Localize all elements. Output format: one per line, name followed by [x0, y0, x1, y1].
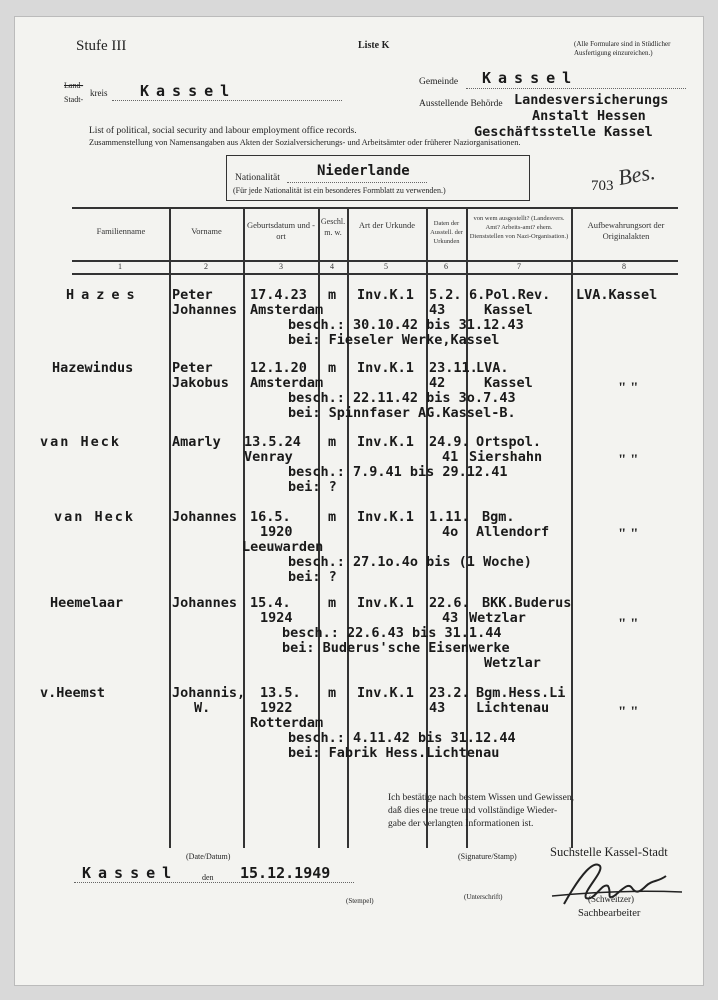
- nationality-underline: [287, 182, 427, 183]
- row6-first-2: W.: [194, 700, 211, 716]
- row5-besch: besch.: 22.6.43 bis 31.1.44: [282, 625, 502, 641]
- row6-surname: v.Heemst: [40, 685, 106, 701]
- row3-birth-place: Venray: [244, 449, 293, 465]
- row5-birth-year: 1924: [260, 610, 293, 626]
- row2-issuer-1: LVA.: [476, 360, 509, 376]
- table-top-rule: [72, 207, 678, 209]
- row5-issuer-1: BKK.Buderus: [482, 595, 572, 611]
- row5-doc: Inv.K.1: [357, 595, 414, 611]
- row5-birth-date: 15.4.: [250, 595, 291, 611]
- col-header-6: Daten der Ausstell. der Urkunden: [430, 220, 463, 245]
- row1-surname: Hazes: [66, 287, 142, 303]
- col-num-3: 3: [279, 262, 283, 271]
- col-num-6: 6: [444, 262, 448, 271]
- nationality-value: Niederlande: [317, 163, 410, 179]
- liste-label: Liste K: [358, 40, 390, 51]
- row4-bei: bei: ?: [288, 569, 337, 585]
- row6-doc: Inv.K.1: [357, 685, 414, 701]
- row6-date-2: 43: [429, 700, 446, 716]
- row1-first-2: Johannes: [172, 302, 238, 318]
- row5-sex: m: [328, 595, 337, 611]
- row6-place-ditto: " ": [618, 704, 639, 720]
- behoerde-label: Ausstellende Behörde: [419, 99, 503, 109]
- row3-sex: m: [328, 434, 337, 450]
- col-header-5: Art der Urkunde: [358, 220, 416, 230]
- col-divider-1: [169, 208, 171, 848]
- row6-issuer-2: Lichtenau: [476, 700, 550, 716]
- form-note: (Alle Formulare sind in Stüdlicher Ausfertigung einzureichen.): [574, 40, 671, 57]
- col-header-7: von wem ausgestellt? (Landesvers. Amt? Arbeits-amt? ehem. Dienststellen von Nazi-Organisation.): [469, 215, 569, 240]
- row2-date-2: 42: [429, 375, 446, 391]
- row5-bei: bei: Buderus'sche Eisenwerke: [282, 640, 510, 656]
- stempel-label: (Stempel): [346, 897, 374, 905]
- row3-issuer-1: Ortspol.: [476, 434, 542, 450]
- row3-issuer-2: Siershahn: [469, 449, 543, 465]
- row4-doc: Inv.K.1: [357, 509, 414, 525]
- confirmation-line-2: daß dies eine treue und vollständige Wieder-: [388, 806, 558, 816]
- row5-date-1: 22.6.: [429, 595, 470, 611]
- signer-title: Sachbearbeiter: [578, 908, 641, 919]
- row4-sex: m: [328, 509, 337, 525]
- row6-first-1: Johannis,: [172, 685, 246, 701]
- row4-issuer-1: Bgm.: [482, 509, 515, 525]
- row2-doc: Inv.K.1: [357, 360, 414, 376]
- row3-place-ditto: " ": [618, 452, 639, 468]
- date-label: (Date/Datum): [186, 852, 231, 861]
- kreis-underline: [112, 100, 342, 101]
- row2-birth-date: 12.1.20: [250, 360, 307, 376]
- row1-birth-date: 17.4.23: [250, 287, 307, 303]
- row4-birth-date: 16.5.: [250, 509, 291, 525]
- row2-date-1: 23.11.: [429, 360, 478, 376]
- col-divider-7: [571, 208, 573, 848]
- land-label: Land-: [64, 81, 84, 90]
- row6-besch: besch.: 4.11.42 bis 31.12.44: [288, 730, 516, 746]
- behoerde-line-3: Geschäftsstelle Kassel: [474, 124, 653, 140]
- col-header-2: Vorname: [191, 226, 222, 236]
- handwritten-mark: Bes.: [616, 158, 658, 191]
- behoerde-line-2: Anstalt Hessen: [532, 108, 646, 124]
- unterschrift-label: (Unterschrift): [464, 893, 503, 901]
- row1-place: LVA.Kassel: [576, 287, 658, 303]
- row6-issuer-1: Bgm.Hess.Li: [476, 685, 566, 701]
- col-header-8: Aufbewahrungsort der Originalakten: [587, 220, 665, 241]
- row2-birth-place: Amsterdam: [250, 375, 324, 391]
- row1-issuer-1: 6.Pol.Rev.: [469, 287, 551, 303]
- col-num-5: 5: [384, 262, 388, 271]
- col-divider-2: [243, 208, 245, 848]
- stufe-label: Stufe III: [76, 38, 127, 54]
- row1-first-1: Peter: [172, 287, 213, 303]
- row6-birth-date: 13.5.: [260, 685, 301, 701]
- row1-issuer-2: Kassel: [484, 302, 533, 318]
- kreis-value: Kassel: [140, 82, 237, 100]
- col-header-1: Familienname: [96, 226, 146, 236]
- col-num-4: 4: [330, 262, 334, 271]
- row1-bei: bei: Fieseler Werke,Kassel: [288, 332, 500, 348]
- row5-date-2: 43: [442, 610, 459, 626]
- row3-first-1: Amarly: [172, 434, 221, 450]
- row6-bei: bei: Fabrik Hess.Lichtenau: [288, 745, 500, 761]
- list-description-en: List of political, social security and labour employment office records.: [89, 126, 357, 136]
- nationality-label: Nationalität: [235, 173, 280, 183]
- row2-bei: bei: Spinnfaser AG.Kassel-B.: [288, 405, 516, 421]
- row2-sex: m: [328, 360, 337, 376]
- stadt-label: Stadt-: [64, 95, 84, 104]
- col-num-2: 2: [204, 262, 208, 271]
- col-num-1: 1: [118, 262, 122, 271]
- gemeinde-underline: [466, 88, 686, 89]
- row3-date-2: 41: [442, 449, 459, 465]
- kreis-label: kreis: [90, 88, 108, 98]
- date-value: 15.12.1949: [240, 864, 331, 882]
- row3-birth-date: 13.5.24: [244, 434, 301, 450]
- table-number-rule: [72, 273, 678, 275]
- row2-issuer-2: Kassel: [484, 375, 533, 391]
- row4-birth-year: 1920: [260, 524, 293, 540]
- row4-birth-place: Leeuwarden: [242, 539, 324, 555]
- row3-doc: Inv.K.1: [357, 434, 414, 450]
- row6-birth-place: Rotterdam: [250, 715, 324, 731]
- row2-first-2: Jakobus: [172, 375, 229, 391]
- date-underline: [74, 882, 354, 883]
- row5-bei-2: Wetzlar: [484, 655, 541, 671]
- row4-surname: van Heck: [54, 509, 136, 525]
- row6-birth-year: 1922: [260, 700, 293, 716]
- row4-issuer-2: Allendorf: [476, 524, 550, 540]
- row1-sex: m: [328, 287, 337, 303]
- row1-date-1: 5.2.: [429, 287, 462, 303]
- row1-doc: Inv.K.1: [357, 287, 414, 303]
- row5-issuer-2: Wetzlar: [469, 610, 526, 626]
- row1-birth-place: Amsterdam: [250, 302, 324, 318]
- row3-bei: bei: ?: [288, 479, 337, 495]
- stamp-number: 703: [591, 178, 614, 194]
- col-header-4: Geschl. m. w.: [320, 217, 346, 237]
- col-num-8: 8: [622, 262, 626, 271]
- row2-first-1: Peter: [172, 360, 213, 376]
- row4-date-2: 4o: [442, 524, 459, 540]
- col-num-7: 7: [517, 262, 521, 271]
- row5-place-ditto: " ": [618, 616, 639, 632]
- gemeinde-value: Kassel: [482, 69, 579, 87]
- row6-sex: m: [328, 685, 337, 701]
- row4-date-1: 1.11.: [429, 509, 470, 525]
- row2-besch: besch.: 22.11.42 bis 3o.7.43: [288, 390, 516, 406]
- row4-besch: besch.: 27.1o.4o bis (1 Woche): [288, 554, 532, 570]
- office-stamp: Suchstelle Kassel-Stadt: [550, 845, 668, 859]
- row4-place-ditto: " ": [618, 526, 639, 542]
- signature-label: (Signature/Stamp): [458, 852, 517, 861]
- row5-surname: Heemelaar: [50, 595, 124, 611]
- row1-besch: besch.: 30.10.42 bis 31.12.43: [288, 317, 524, 333]
- confirmation-line-3: gabe der verlangten Informationen ist.: [388, 819, 534, 829]
- gemeinde-label: Gemeinde: [419, 77, 459, 87]
- row1-date-2: 43: [429, 302, 446, 318]
- row3-surname: van Heck: [40, 434, 122, 450]
- row3-besch: besch.: 7.9.41 bis 29.12.41: [288, 464, 508, 480]
- row2-place-ditto: " ": [618, 380, 639, 396]
- nationality-note: (Für jede Nationalität ist ein besonderes Formblatt zu verwenden.): [233, 186, 446, 195]
- row6-date-1: 23.2.: [429, 685, 470, 701]
- document-sheet: [14, 16, 704, 986]
- col-header-3: Geburtsdatum und -ort: [247, 220, 315, 241]
- table-header-rule: [72, 260, 678, 262]
- list-description-de: Zusammenstellung von Namensangaben aus Akten der Sozialversicherungs- und Arbeitsämter oder früherer Naziorganisationen.: [89, 138, 521, 147]
- row2-surname: Hazewindus: [52, 360, 134, 376]
- row3-date-1: 24.9.: [429, 434, 470, 450]
- row4-first-1: Johannes: [172, 509, 238, 525]
- confirmation-line-1: Ich bestätige nach bestem Wissen und Gewissen,: [388, 793, 574, 803]
- den-label: den: [202, 873, 214, 882]
- signer-name: (Schweitzer): [588, 894, 634, 904]
- row5-first-1: Johannes: [172, 595, 238, 611]
- nationality-box: [226, 155, 530, 201]
- behoerde-line-1: Landesversicherungs: [514, 92, 669, 108]
- place-value: Kassel: [82, 864, 179, 882]
